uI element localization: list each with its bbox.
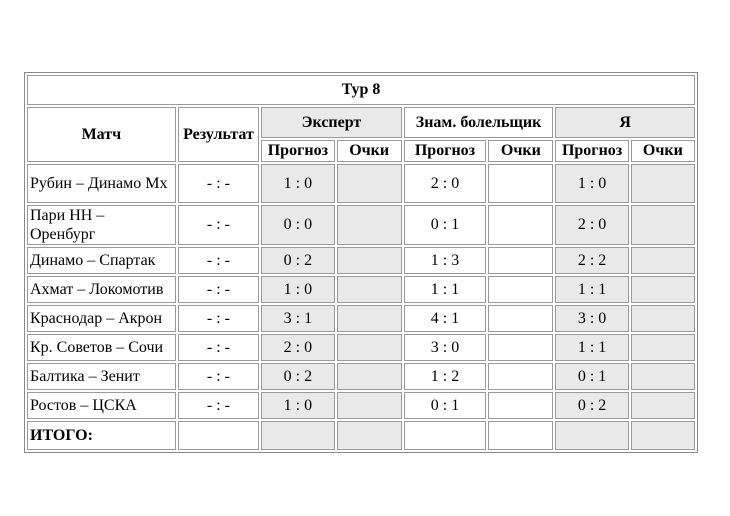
- fan-forecast-cell: 0 : 1: [404, 205, 487, 245]
- me-points-cell: [631, 247, 695, 274]
- expert-points-cell: [337, 305, 402, 332]
- me-forecast-cell: 2 : 0: [555, 205, 628, 245]
- me-forecast-header: Прогноз: [555, 140, 628, 162]
- me-points-cell: [631, 392, 695, 419]
- total-me-points-cell: [631, 421, 695, 450]
- me-forecast-cell: 0 : 1: [555, 363, 628, 390]
- fan-points-cell: [488, 392, 553, 419]
- me-points-cell: [631, 276, 695, 303]
- me-points-cell: [631, 334, 695, 361]
- expert-points-cell: [337, 392, 402, 419]
- total-fan-forecast-cell: [404, 421, 487, 450]
- result-cell: - : -: [178, 305, 259, 332]
- fan-forecast-header: Прогноз: [404, 140, 487, 162]
- forecast-table: [24, 72, 698, 453]
- expert-forecast-cell: 3 : 1: [261, 305, 334, 332]
- me-forecast-cell: 3 : 0: [555, 305, 628, 332]
- total-label: ИТОГО:: [27, 421, 176, 450]
- match-cell: Пари НН – Оренбург: [27, 205, 176, 245]
- me-points-header: Очки: [631, 140, 695, 162]
- fan-forecast-cell: 1 : 1: [404, 276, 487, 303]
- me-points-cell: [631, 164, 695, 203]
- match-cell: Балтика – Зенит: [27, 363, 176, 390]
- total-result-cell: [178, 421, 259, 450]
- match-cell: Кр. Советов – Сочи: [27, 334, 176, 361]
- me-points-cell: [631, 305, 695, 332]
- expert-points-cell: [337, 363, 402, 390]
- total-row: [27, 421, 695, 450]
- fan-points-cell: [488, 276, 553, 303]
- total-me-forecast-cell: [555, 421, 628, 450]
- me-header: Я: [555, 107, 695, 138]
- table-row: [27, 164, 695, 203]
- table-row: [27, 363, 695, 390]
- fan-points-header: Очки: [488, 140, 553, 162]
- match-cell: Ростов – ЦСКА: [27, 392, 176, 419]
- expert-forecast-header: Прогноз: [261, 140, 334, 162]
- table-row: [27, 205, 695, 245]
- table-row: [27, 305, 695, 332]
- fan-points-cell: [488, 205, 553, 245]
- total-expert-forecast-cell: [261, 421, 334, 450]
- match-cell: Ахмат – Локомотив: [27, 276, 176, 303]
- fan-points-cell: [488, 334, 553, 361]
- expert-forecast-cell: 0 : 2: [261, 247, 334, 274]
- result-cell: - : -: [178, 247, 259, 274]
- fan-forecast-cell: 3 : 0: [404, 334, 487, 361]
- table-row: [27, 392, 695, 419]
- result-cell: - : -: [178, 276, 259, 303]
- fan-points-cell: [488, 247, 553, 274]
- me-forecast-cell: 1 : 1: [555, 334, 628, 361]
- expert-header: Эксперт: [261, 107, 402, 138]
- match-cell: Рубин – Динамо Мх: [27, 164, 176, 203]
- expert-points-header: Очки: [337, 140, 402, 162]
- result-cell: - : -: [178, 164, 259, 203]
- match-header: Матч: [27, 107, 176, 162]
- me-forecast-cell: 0 : 2: [555, 392, 628, 419]
- expert-points-cell: [337, 276, 402, 303]
- me-forecast-cell: 1 : 1: [555, 276, 628, 303]
- expert-forecast-cell: 0 : 2: [261, 363, 334, 390]
- match-cell: Краснодар – Акрон: [27, 305, 176, 332]
- expert-points-cell: [337, 205, 402, 245]
- me-forecast-cell: 1 : 0: [555, 164, 628, 203]
- result-cell: - : -: [178, 205, 259, 245]
- result-header: Результат: [178, 107, 259, 162]
- total-expert-points-cell: [337, 421, 402, 450]
- table-row: [27, 276, 695, 303]
- fan-forecast-cell: 0 : 1: [404, 392, 487, 419]
- expert-points-cell: [337, 334, 402, 361]
- result-cell: - : -: [178, 363, 259, 390]
- result-cell: - : -: [178, 392, 259, 419]
- fan-forecast-cell: 1 : 3: [404, 247, 487, 274]
- me-points-cell: [631, 205, 695, 245]
- fan-header: Знам. болельщик: [404, 107, 554, 138]
- match-cell: Динамо – Спартак: [27, 247, 176, 274]
- fan-forecast-cell: 1 : 2: [404, 363, 487, 390]
- me-points-cell: [631, 363, 695, 390]
- fan-points-cell: [488, 305, 553, 332]
- fan-points-cell: [488, 363, 553, 390]
- fan-forecast-cell: 2 : 0: [404, 164, 487, 203]
- fan-forecast-cell: 4 : 1: [404, 305, 487, 332]
- expert-forecast-cell: 1 : 0: [261, 164, 334, 203]
- total-fan-points-cell: [488, 421, 553, 450]
- round-title: Тур 8: [27, 75, 695, 105]
- expert-forecast-cell: 1 : 0: [261, 276, 334, 303]
- expert-forecast-cell: 1 : 0: [261, 392, 334, 419]
- table-row: [27, 334, 695, 361]
- expert-forecast-cell: 0 : 0: [261, 205, 334, 245]
- expert-forecast-cell: 2 : 0: [261, 334, 334, 361]
- me-forecast-cell: 2 : 2: [555, 247, 628, 274]
- expert-points-cell: [337, 164, 402, 203]
- table-row: [27, 247, 695, 274]
- expert-points-cell: [337, 247, 402, 274]
- fan-points-cell: [488, 164, 553, 203]
- result-cell: - : -: [178, 334, 259, 361]
